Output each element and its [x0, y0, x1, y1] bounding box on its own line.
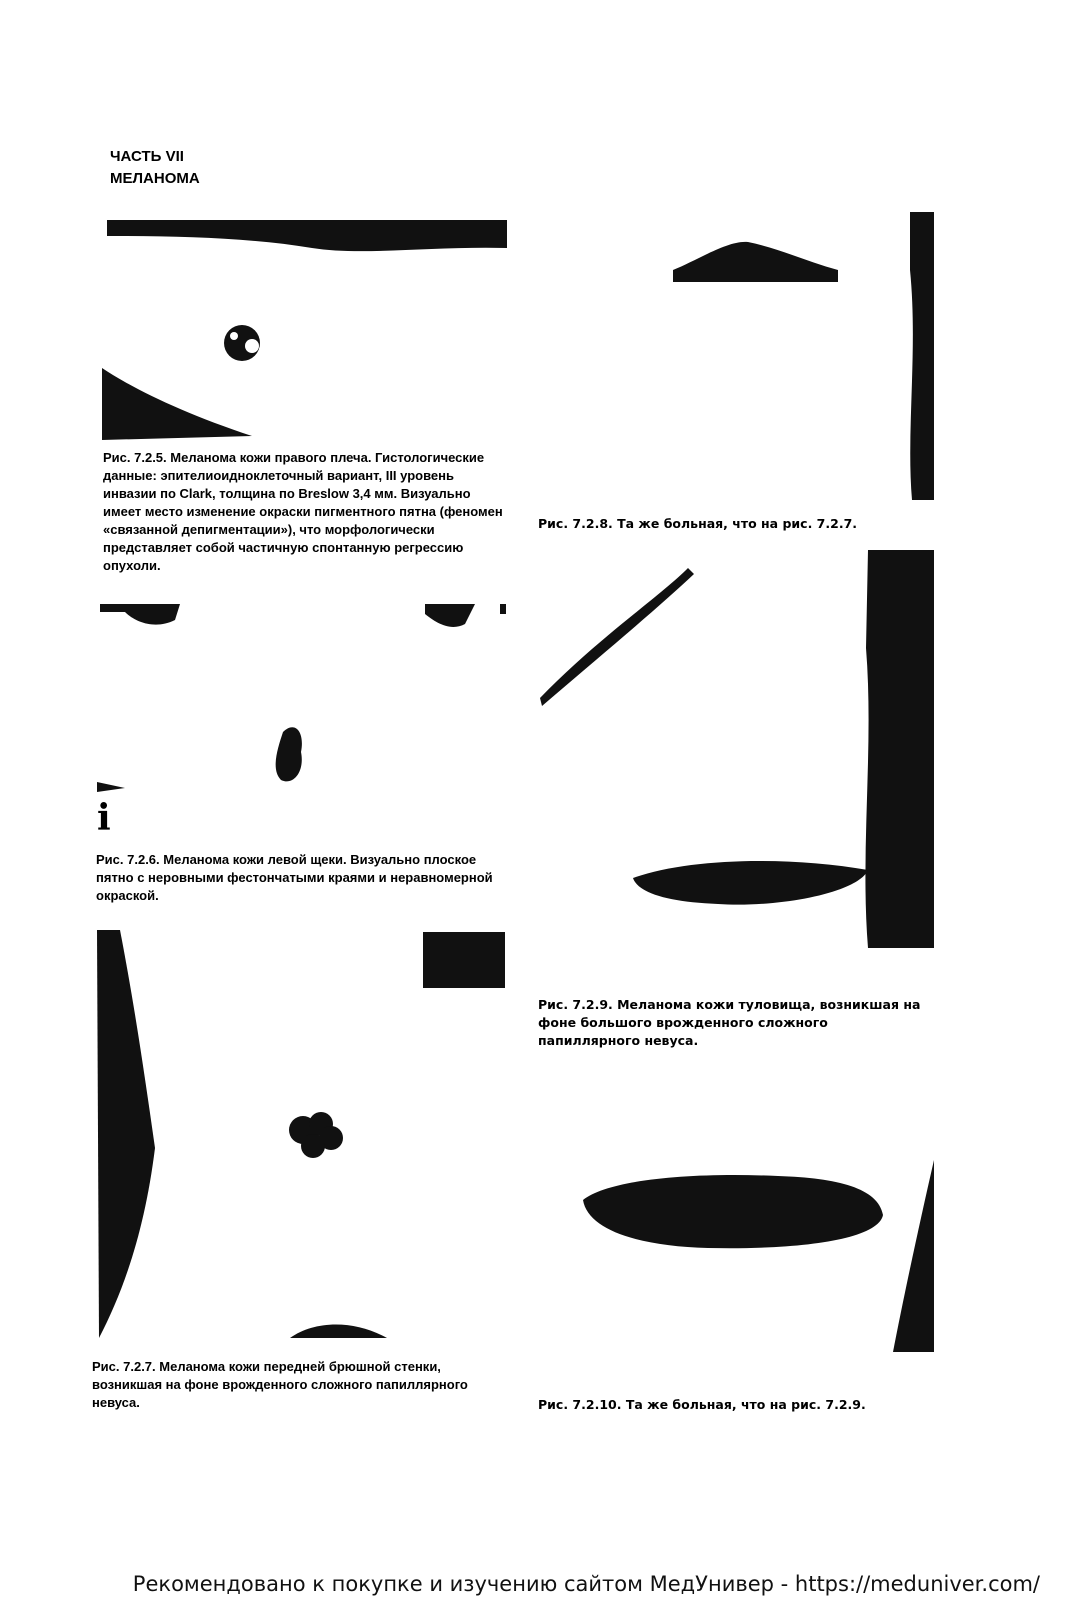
figure-7-2-10-photo	[538, 1080, 934, 1352]
figure-7-2-6-photo	[95, 602, 509, 842]
figure-7-2-9-photo	[538, 548, 934, 948]
part-label: ЧАСТЬ VII	[110, 148, 184, 165]
caption-7-2-9: Рис. 7.2.9. Меланома кожи туловища, возникшая на фоне большого врожденного сложного папиллярного невуса.	[538, 997, 921, 1048]
caption-7-2-10: Рис. 7.2.10. Та же больная, что на рис. 7.2.9.	[538, 1397, 866, 1412]
caption-7-2-8: Рис. 7.2.8. Та же больная, что на рис. 7.2.7.	[538, 516, 858, 531]
figure-7-2-5-photo	[102, 218, 510, 440]
caption-7-2-6: Рис. 7.2.6. Меланома кожи левой щеки. Визуально плоское пятно с неровными фестончатыми краями и неравномерной окраской.	[96, 852, 493, 903]
running-header	[110, 146, 200, 190]
figure-7-2-7-photo	[95, 928, 509, 1350]
chapter-title: МЕЛАНОМА	[110, 170, 200, 187]
caption-7-2-5: Рис. 7.2.5. Меланома кожи правого плеча. Гистологические данные: эпителиоидноклеточный вариант, III уровень инвазии по Clark, толщина по Breslow 3,4 мм. Визуально имеет место изменение окраски пигментного пятна (феномен «связанной депигментации»), что морфологически представляет собой частичную спонтанную регрессию опухоли.	[103, 450, 503, 573]
figure-7-2-8-photo	[538, 210, 934, 510]
footer-note: Рекомендовано к покупке и изучению сайтом МедУнивер - https://meduniver.com/	[132, 1572, 1040, 1596]
caption-7-2-7: Рис. 7.2.7. Меланома кожи передней брюшной стенки, возникшая на фоне врожденного сложного папиллярного невуса.	[92, 1359, 468, 1410]
stray-glyph: i	[97, 797, 111, 839]
